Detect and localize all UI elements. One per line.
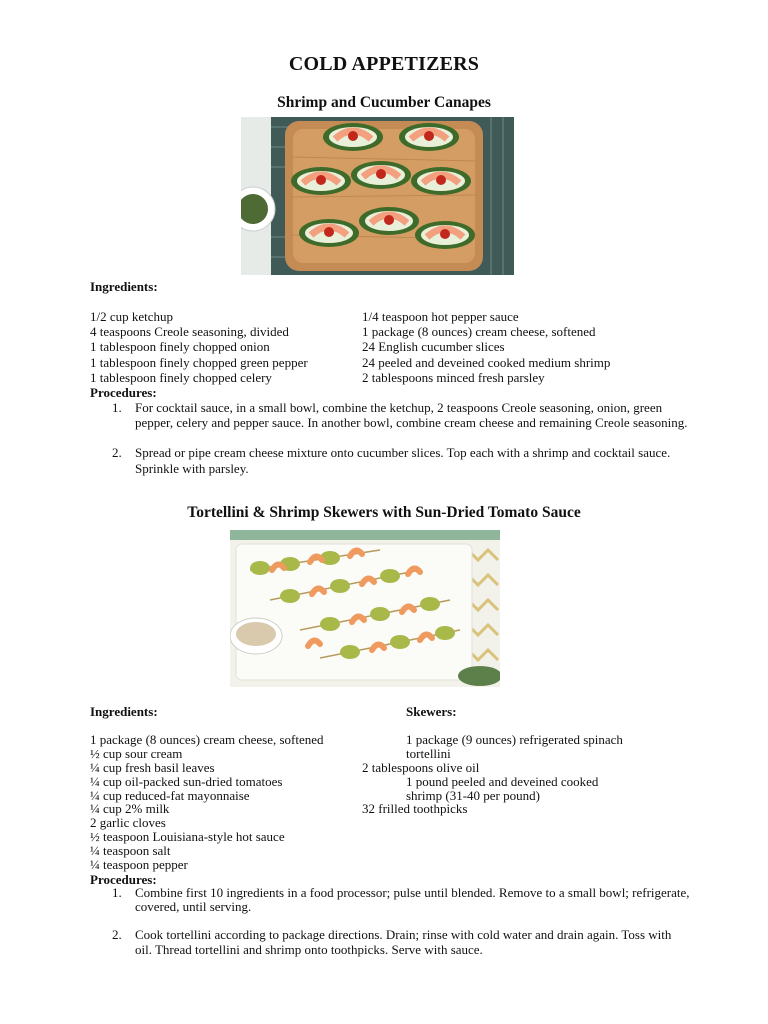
procedure-step [90, 445, 690, 475]
step-number: 2. [112, 445, 122, 461]
page-title: COLD APPETIZERS [288, 53, 480, 75]
recipe1-procedures-heading: Procedures: [90, 385, 157, 400]
ingredient-item: 1 tablespoon finely chopped green pepper [90, 354, 308, 370]
skewer-item: 1 pound peeled and deveined cooked [406, 773, 599, 789]
step-text: For cocktail sauce, in a small bowl, combine the ketchup, 2 teaspoons Creole seasoning, onion, green pepper, celery and pepper sauce. In another bowl, combine cream cheese and remaining Creole seasoning. [135, 400, 688, 431]
recipe1-procedures [90, 400, 690, 476]
ingredient-item: 4 teaspoons Creole seasoning, divided [90, 324, 289, 340]
ingredient-item: ¼ cup fresh basil leaves [90, 759, 215, 775]
canapes-photo [241, 117, 514, 275]
recipe1-ingredients-col1 [90, 309, 308, 385]
skewer-item: tortellini [406, 745, 451, 761]
step-number: 1. [112, 400, 122, 415]
recipe2-procedures-heading: Procedures: [90, 872, 157, 887]
procedure-step [90, 928, 690, 956]
skewer-item: 1 package (9 ounces) refrigerated spinach [406, 732, 623, 747]
procedure-step [90, 886, 690, 914]
recipe1-ingredients-col2 [362, 309, 610, 385]
ingredient-item: 1/4 teaspoon hot pepper sauce [362, 309, 519, 324]
recipe2-skewers-list [362, 733, 623, 816]
skewers-photo [230, 530, 500, 687]
skewer-item: 32 frilled toothpicks [362, 801, 468, 817]
ingredient-item: 1 tablespoon finely chopped celery [90, 369, 272, 385]
ingredient-item: ¼ teaspoon pepper [90, 857, 188, 873]
procedure-step [90, 400, 690, 430]
ingredient-item: ½ teaspoon Louisiana-style hot sauce [90, 829, 285, 845]
ingredient-item: 2 tablespoons minced fresh parsley [362, 369, 545, 385]
step-text: Spread or pipe cream cheese mixture onto cucumber slices. Top each with a shrimp and cocktail sauce. Sprinkle with parsley. [135, 445, 671, 476]
recipe2-ingredients-col1 [90, 733, 324, 872]
ingredient-item: ¼ cup reduced-fat mayonnaise [90, 787, 250, 803]
ingredient-item: ¼ cup oil-packed sun-dried tomatoes [90, 773, 283, 789]
step-number: 2. [112, 927, 122, 943]
recipe2-skewers-heading: Skewers: [406, 704, 457, 719]
ingredient-item: 1 package (8 ounces) cream cheese, softened [362, 324, 596, 340]
recipe2-title: Tortellini & Shrimp Skewers with Sun-Dried Tomato Sauce [187, 504, 581, 521]
skewer-item: shrimp (31-40 per pound) [406, 787, 540, 803]
ingredient-item: 1/2 cup ketchup [90, 309, 174, 324]
ingredient-item: 1 package (8 ounces) cream cheese, softened [90, 732, 324, 747]
ingredient-item: 2 garlic cloves [90, 815, 166, 831]
ingredient-item: 24 English cucumber slices [362, 339, 505, 355]
recipe2-procedures [90, 886, 690, 957]
recipe1-ingredients-heading: Ingredients: [90, 279, 158, 294]
ingredient-item: 24 peeled and deveined cooked medium shrimp [362, 354, 611, 370]
step-number: 1. [112, 885, 122, 900]
recipe2-ingredients-heading: Ingredients: [90, 704, 158, 719]
step-text: Combine first 10 ingredients in a food processor; pulse until blended. Remove to a small bowl; refrigerate, covered, until serving. [135, 885, 690, 915]
ingredient-item: ½ cup sour cream [90, 745, 183, 761]
step-text: Cook tortellini according to package directions. Drain; rinse with cold water and drain again. Toss with oil. Thread tortellini and shrimp onto toothpicks. Serve with sauce. [135, 927, 672, 957]
recipe1-title: Shrimp and Cucumber Canapes [277, 94, 491, 111]
skewer-item: 2 tablespoons olive oil [362, 759, 480, 775]
ingredient-item: 1 tablespoon finely chopped onion [90, 339, 270, 355]
ingredient-item: ¼ cup 2% milk [90, 801, 170, 817]
ingredient-item: ¼ teaspoon salt [90, 843, 171, 859]
